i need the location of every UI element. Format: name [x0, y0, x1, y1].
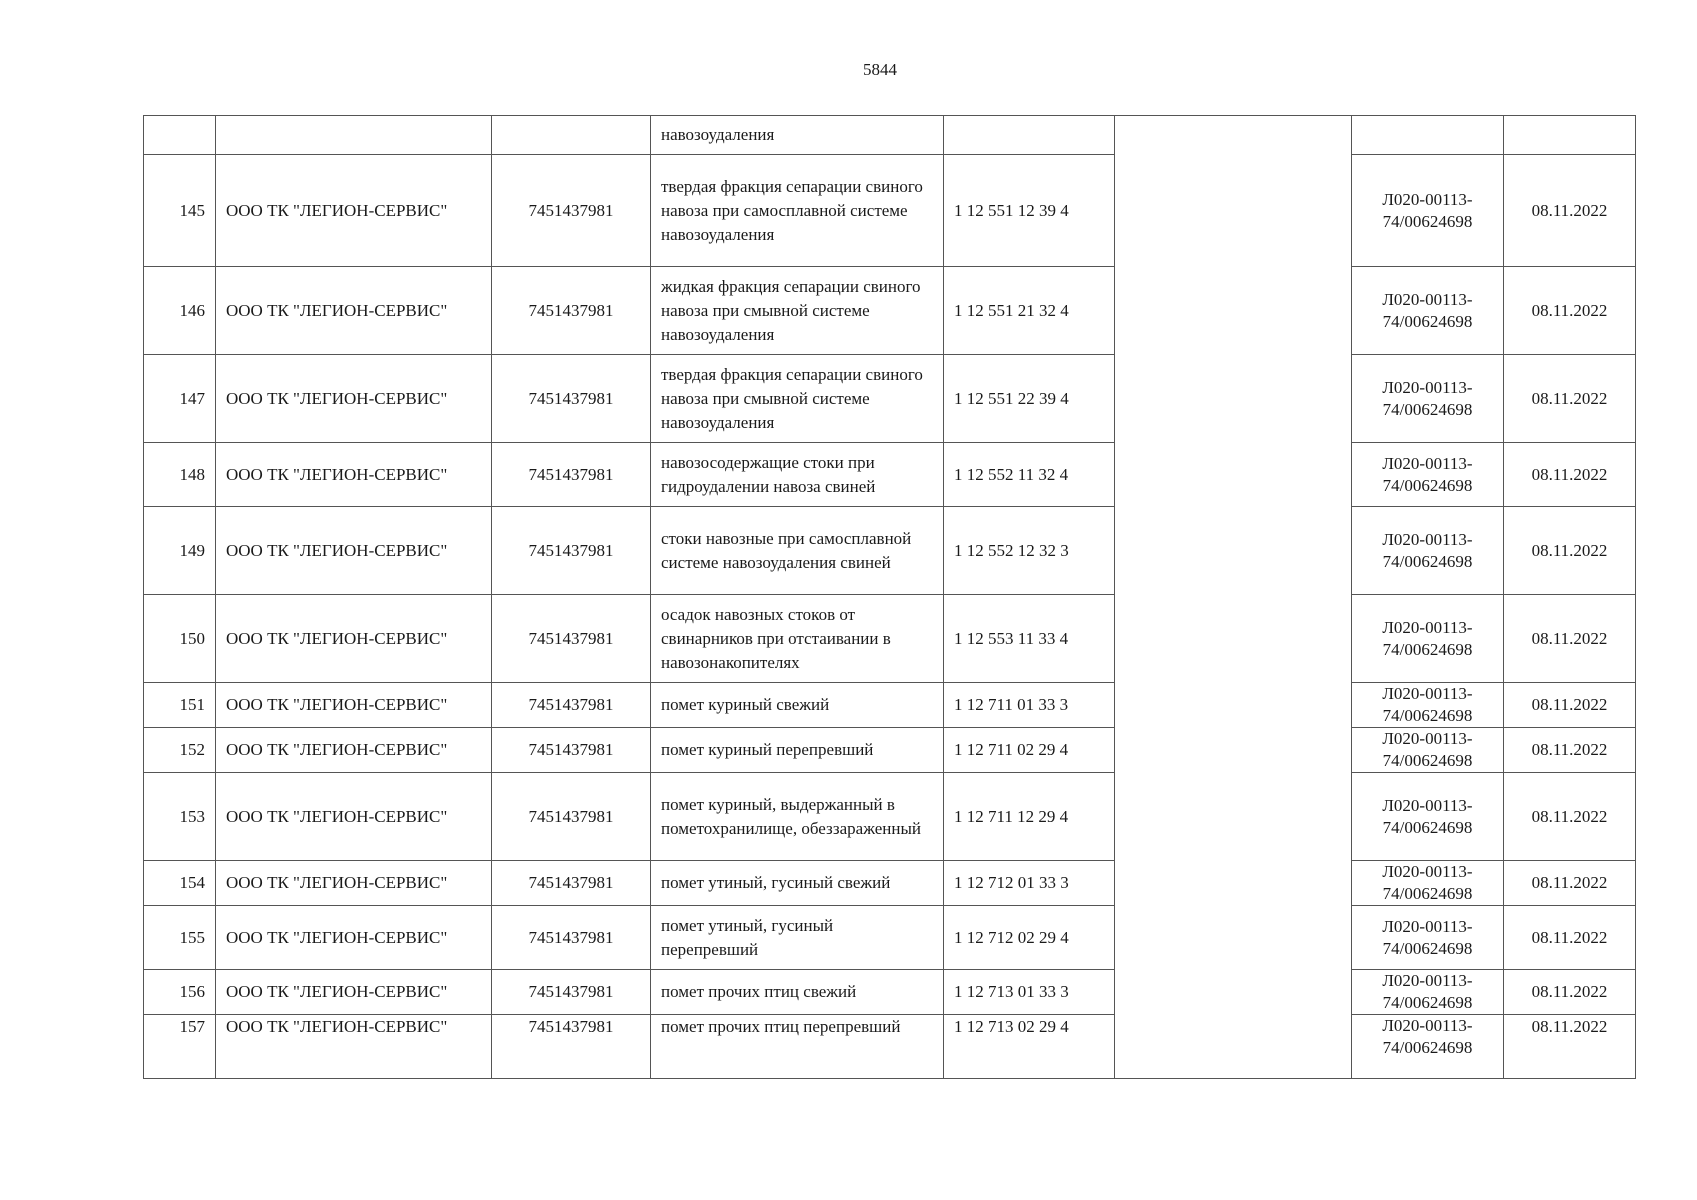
cell-date: 08.11.2022	[1504, 155, 1636, 267]
cell-licence: Л020-00113-74/00624698	[1352, 970, 1504, 1015]
cell-date: 08.11.2022	[1504, 683, 1636, 728]
table-row	[144, 773, 1636, 861]
cell-date: 08.11.2022	[1504, 507, 1636, 595]
cell-inn: 7451437981	[492, 355, 651, 443]
cell-waste-name: навозоудаления	[651, 116, 944, 155]
cell-num: 154	[144, 861, 216, 906]
cell-code: 1 12 552 12 32 3	[944, 507, 1115, 595]
cell-inn: 7451437981	[492, 595, 651, 683]
cell-num	[144, 116, 216, 155]
cell-waste-name: навозосодержащие стоки при гидроудалении навоза свиней	[651, 443, 944, 507]
cell-org: ООО ТК "ЛЕГИОН-СЕРВИС"	[216, 683, 492, 728]
table-row	[144, 507, 1636, 595]
cell-waste-name: жидкая фракция сепарации свиного навоза при смывной системе навозоудаления	[651, 267, 944, 355]
cell-num: 156	[144, 970, 216, 1015]
cell-num: 149	[144, 507, 216, 595]
cell-org: ООО ТК "ЛЕГИОН-СЕРВИС"	[216, 906, 492, 970]
cell-date: 08.11.2022	[1504, 355, 1636, 443]
cell-num: 150	[144, 595, 216, 683]
cell-inn: 7451437981	[492, 507, 651, 595]
cell-code: 1 12 712 02 29 4	[944, 906, 1115, 970]
cell-waste-name: твердая фракция сепарации свиного навоза при самосплавной системе навозоудаления	[651, 155, 944, 267]
cell-inn: 7451437981	[492, 155, 651, 267]
cell-org: ООО ТК "ЛЕГИОН-СЕРВИС"	[216, 355, 492, 443]
cell-org: ООО ТК "ЛЕГИОН-СЕРВИС"	[216, 443, 492, 507]
cell-date: 08.11.2022	[1504, 970, 1636, 1015]
cell-licence: Л020-00113-74/00624698	[1352, 1015, 1504, 1079]
cell-num: 147	[144, 355, 216, 443]
cell-licence: Л020-00113-74/00624698	[1352, 155, 1504, 267]
cell-date: 08.11.2022	[1504, 1015, 1636, 1079]
cell-waste-name: помет утиный, гусиный свежий	[651, 861, 944, 906]
cell-num: 155	[144, 906, 216, 970]
cell-num: 152	[144, 728, 216, 773]
cell-inn: 7451437981	[492, 861, 651, 906]
cell-date: 08.11.2022	[1504, 773, 1636, 861]
cell-num: 146	[144, 267, 216, 355]
continuation-row	[144, 116, 1636, 155]
cell-num: 157	[144, 1015, 216, 1079]
cell-org: ООО ТК "ЛЕГИОН-СЕРВИС"	[216, 507, 492, 595]
cell-inn: 7451437981	[492, 906, 651, 970]
cell-waste-name: стоки навозные при самосплавной системе навозоудаления свиней	[651, 507, 944, 595]
cell-date: 08.11.2022	[1504, 267, 1636, 355]
cell-licence: Л020-00113-74/00624698	[1352, 728, 1504, 773]
cell-licence: Л020-00113-74/00624698	[1352, 443, 1504, 507]
cell-waste-name: помет куриный перепревший	[651, 728, 944, 773]
cell-date: 08.11.2022	[1504, 595, 1636, 683]
table-row	[144, 728, 1636, 773]
cell-inn: 7451437981	[492, 683, 651, 728]
cell-code: 1 12 711 01 33 3	[944, 683, 1115, 728]
cell-date	[1504, 116, 1636, 155]
table-row	[144, 1015, 1636, 1079]
table-row	[144, 595, 1636, 683]
cell-code: 1 12 551 22 39 4	[944, 355, 1115, 443]
cell-org: ООО ТК "ЛЕГИОН-СЕРВИС"	[216, 1015, 492, 1079]
cell-waste-name: помет куриный, выдержанный в пометохранилище, обеззараженный	[651, 773, 944, 861]
cell-org: ООО ТК "ЛЕГИОН-СЕРВИС"	[216, 773, 492, 861]
cell-inn: 7451437981	[492, 443, 651, 507]
cell-code: 1 12 552 11 32 4	[944, 443, 1115, 507]
table-row	[144, 443, 1636, 507]
cell-org: ООО ТК "ЛЕГИОН-СЕРВИС"	[216, 861, 492, 906]
table-row	[144, 355, 1636, 443]
cell-licence: Л020-00113-74/00624698	[1352, 267, 1504, 355]
cell-waste-name: осадок навозных стоков от свинарников при отстаивании в навозонакопителях	[651, 595, 944, 683]
cell-org: ООО ТК "ЛЕГИОН-СЕРВИС"	[216, 155, 492, 267]
cell-date: 08.11.2022	[1504, 443, 1636, 507]
cell-code: 1 12 711 02 29 4	[944, 728, 1115, 773]
cell-org: ООО ТК "ЛЕГИОН-СЕРВИС"	[216, 728, 492, 773]
cell-licence: Л020-00113-74/00624698	[1352, 355, 1504, 443]
cell-code	[944, 116, 1115, 155]
cell-licence: Л020-00113-74/00624698	[1352, 773, 1504, 861]
cell-org	[216, 116, 492, 155]
cell-empty-column	[1115, 116, 1352, 1079]
cell-num: 148	[144, 443, 216, 507]
waste-licence-table	[143, 115, 1636, 1079]
table-row	[144, 155, 1636, 267]
cell-code: 1 12 712 01 33 3	[944, 861, 1115, 906]
page-number: 5844	[863, 60, 897, 79]
cell-inn	[492, 116, 651, 155]
table-body	[144, 116, 1636, 1079]
cell-waste-name: помет утиный, гусиный перепревший	[651, 906, 944, 970]
cell-code: 1 12 711 12 29 4	[944, 773, 1115, 861]
cell-code: 1 12 713 02 29 4	[944, 1015, 1115, 1079]
cell-code: 1 12 713 01 33 3	[944, 970, 1115, 1015]
cell-code: 1 12 551 12 39 4	[944, 155, 1115, 267]
cell-licence: Л020-00113-74/00624698	[1352, 595, 1504, 683]
table-row	[144, 861, 1636, 906]
cell-licence: Л020-00113-74/00624698	[1352, 906, 1504, 970]
cell-num: 153	[144, 773, 216, 861]
cell-licence: Л020-00113-74/00624698	[1352, 683, 1504, 728]
cell-inn: 7451437981	[492, 1015, 651, 1079]
cell-num: 145	[144, 155, 216, 267]
cell-num: 151	[144, 683, 216, 728]
cell-code: 1 12 553 11 33 4	[944, 595, 1115, 683]
cell-waste-name: помет прочих птиц перепревший	[651, 1015, 944, 1079]
table-row	[144, 970, 1636, 1015]
cell-inn: 7451437981	[492, 970, 651, 1015]
cell-inn: 7451437981	[492, 728, 651, 773]
cell-org: ООО ТК "ЛЕГИОН-СЕРВИС"	[216, 595, 492, 683]
cell-licence	[1352, 116, 1504, 155]
cell-waste-name: твердая фракция сепарации свиного навоза при смывной системе навозоудаления	[651, 355, 944, 443]
table-row	[144, 267, 1636, 355]
cell-licence: Л020-00113-74/00624698	[1352, 507, 1504, 595]
cell-org: ООО ТК "ЛЕГИОН-СЕРВИС"	[216, 267, 492, 355]
cell-licence: Л020-00113-74/00624698	[1352, 861, 1504, 906]
cell-inn: 7451437981	[492, 267, 651, 355]
cell-waste-name: помет куриный свежий	[651, 683, 944, 728]
cell-date: 08.11.2022	[1504, 861, 1636, 906]
cell-code: 1 12 551 21 32 4	[944, 267, 1115, 355]
cell-waste-name: помет прочих птиц свежий	[651, 970, 944, 1015]
table-row	[144, 906, 1636, 970]
cell-org: ООО ТК "ЛЕГИОН-СЕРВИС"	[216, 970, 492, 1015]
cell-inn: 7451437981	[492, 773, 651, 861]
cell-date: 08.11.2022	[1504, 906, 1636, 970]
cell-date: 08.11.2022	[1504, 728, 1636, 773]
table-row	[144, 683, 1636, 728]
